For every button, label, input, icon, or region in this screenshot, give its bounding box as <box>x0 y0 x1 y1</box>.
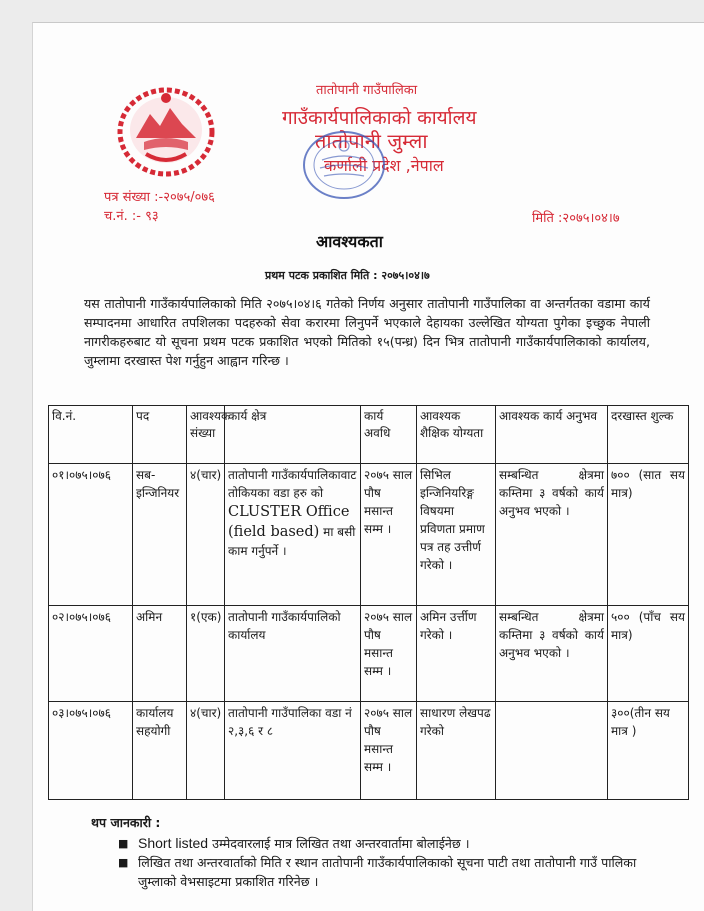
experience-cell: सम्बन्धित क्षेत्रमा कम्तिमा ३ वर्षको कार्य अनुभव भएको । <box>496 606 608 702</box>
work-area-prefix: तातोपानी गाउँकार्यपालिकावाट तोकियका वडा हरु को <box>228 468 357 500</box>
post-cell: अमिन <box>133 606 187 702</box>
fee-cell: ७०० (सात सय मात्र) <box>608 464 689 606</box>
table-header-row <box>49 406 689 464</box>
note-text: उम्मेदवारलाई मात्र लिखित तथा अन्तरवार्तामा बोलाईनेछ । <box>212 836 470 851</box>
duration-cell: २०७५ साल पौष मसान्त सम्म । <box>361 464 417 606</box>
shortlisted-label: Short listed <box>138 835 209 851</box>
count-cell: ४(चार) <box>187 702 225 800</box>
more-info-list <box>118 834 678 891</box>
municipality-name: तातोपानी गाउँपालिका <box>316 83 418 98</box>
nepal-emblem-logo <box>116 86 216 178</box>
work-area-cell: तातोपानी गाउँपालिका वडा नं २,३,६ र ८ <box>225 702 361 800</box>
header-cell: दरखास्त शुल्क <box>608 406 689 464</box>
bullet-icon: ■ <box>118 856 129 869</box>
duration-cell: २०७५ साल पौष मसान्त सम्म । <box>361 606 417 702</box>
post-cell: कार्यालय सहयोगी <box>133 702 187 800</box>
province-country: कर्णाली प्रदेश ,नेपाल <box>324 156 444 175</box>
work-area-cell <box>225 464 361 606</box>
header-cell: आवश्यक संख्या <box>187 406 225 464</box>
fee-cell: ३००(तीन सय मात्र ) <box>608 702 689 800</box>
experience-cell <box>496 702 608 800</box>
serial-number-cell: ०१।०७५।०७६ <box>49 464 133 606</box>
bullet-icon: ■ <box>118 837 129 850</box>
more-info-title: थप जानकारी : <box>91 815 161 830</box>
qualification-cell: सिभिल इन्जिनियरिङ्ग विषयमा प्रविणता प्रमाण पत्र तह उत्तीर्ण गरेको । <box>417 464 496 606</box>
count-cell: १(एक) <box>187 606 225 702</box>
header-cell: आवश्यक कार्य अनुभव <box>496 406 608 464</box>
note-text: लिखित तथा अन्तरवार्ताको मिति र स्थान तातोपानी गाउँकार्यपालिकाको सूचना पाटी तथा तातोपानी गाउँ पालिका जुम्लाको वेभसाइटमा प्रकाशित गरिनेछ । <box>138 855 637 889</box>
count-cell: ४(चार) <box>187 464 225 606</box>
header-cell: वि.नं. <box>49 406 133 464</box>
notice-title: आवश्यकता <box>316 232 383 251</box>
serial-number-cell: ०३।०७५।०७६ <box>49 702 133 800</box>
experience-cell: सम्बन्धित क्षेत्रमा कम्तिमा ३ वर्षको कार्य अनुभव भएको । <box>496 464 608 606</box>
letter-number: पत्र संख्या :-२०७५/०७६ <box>104 190 215 205</box>
fee-cell: ५०० (पाँच सय मात्र) <box>608 606 689 702</box>
office-seal-stamp <box>300 128 388 202</box>
vacancy-table <box>48 405 689 800</box>
office-name: गाउँकार्यपालिकाको कार्यालय <box>282 107 477 129</box>
work-area-cluster-office: CLUSTER Office (field based) <box>228 504 350 540</box>
serial-number-cell: ०२।०७५।०७६ <box>49 606 133 702</box>
dispatch-number: च.नं. :- ९३ <box>104 209 159 224</box>
list-item <box>118 853 678 891</box>
qualification-cell: अमिन उर्त्तीण गरेको । <box>417 606 496 702</box>
header-cell: पद <box>133 406 187 464</box>
table-row <box>49 606 689 702</box>
published-date: प्रथम पटक प्रकाशित मिति : २०७५।०४।७ <box>265 269 430 282</box>
work-area-suffix: मा बसी काम गर्नुपर्ने । <box>228 525 356 558</box>
table-row <box>49 464 689 606</box>
header-cell: कार्य अवधि <box>361 406 417 464</box>
header-cell: कार्य क्षेत्र <box>225 406 361 464</box>
post-cell: सब-इन्जिनियर <box>133 464 187 606</box>
table-row <box>49 702 689 800</box>
header-cell: आवश्यक शैक्षिक योग्यता <box>417 406 496 464</box>
work-area-cell: तातोपानी गाउँकार्यपालिको कार्यालय <box>225 606 361 702</box>
intro-paragraph: यस तातोपानी गाउँकार्यपालिकाको मिति २०७५।०४।६ गतेको निर्णय अनुसार तातोपानी गाउँपालिका वा अन्तर्गतका वडामा कार्य सम्पादनमा आधारित तपशिलका पदहरुको सेवा करारमा लिनुपर्ने भएकाले देहायका उल्लेखित योग्यता पुगेका इच्छुक नेपाली नागरीकहरुबाट यो सूचना प्रथम पटक प्रकाशित भएको मितिको १५(पन्ध्र) दिन भित्र तातोपानी गाउँकार्यपालिकाको कार्यालय, जुम्लामा दरखास्त पेश गर्नुहुन आह्वान गरिन्छ । <box>84 296 650 368</box>
duration-cell: २०७५ साल पौष मसान्त सम्म । <box>361 702 417 800</box>
qualification-cell: साधारण लेखपढ गरेको <box>417 702 496 800</box>
list-item <box>118 834 678 853</box>
notice-date: मिति :२०७५।०४।७ <box>532 211 620 226</box>
office-location: तातोपानी जुम्ला <box>315 129 428 153</box>
